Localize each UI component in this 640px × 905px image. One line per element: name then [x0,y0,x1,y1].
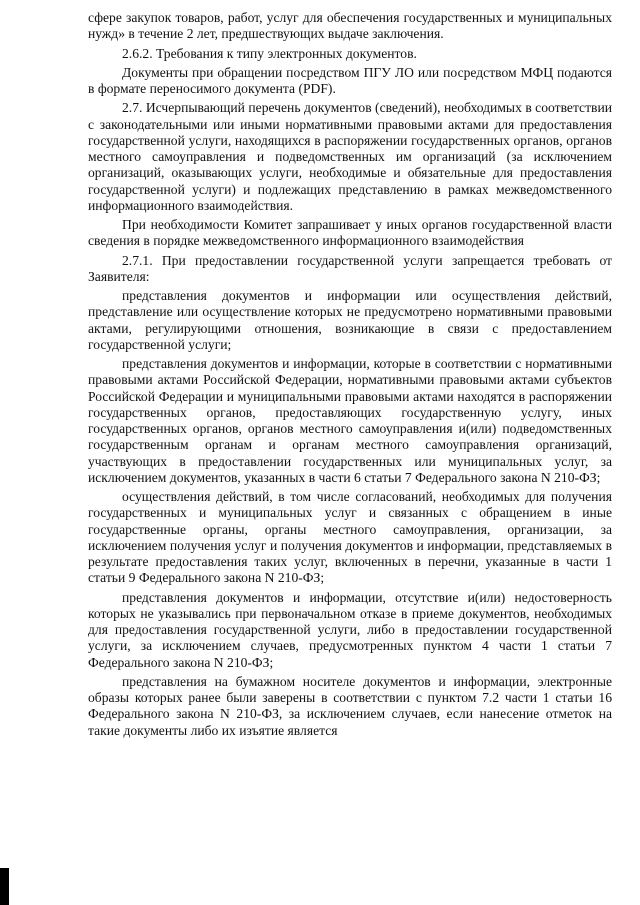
paragraph: представления документов и информации, которые в соответствии с нормативными правовыми актами Российской Федерации, нормативными правовыми актами субъектов Российской Федерации и муниципальными правовыми актами находятся в распоряжении государственных органов, предоставляющих государственную услугу, иных государственных органов, органов местного самоуправления и(или) подведомственных государственным органам и органам местного самоуправления организаций, участвующих в предоставлении государственных или муниципальных услуг, за исключением документов, указанных в части 6 статьи 7 Федерального закона N 210-ФЗ; [88,356,612,485]
document-page [88,10,612,739]
paragraph: При необходимости Комитет запрашивает у иных органов государственной власти сведения в порядке межведомственного информационного взаимодействия [88,217,612,249]
paragraph: представления на бумажном носителе документов и информации, электронные образы которых ранее были заверены в соответствии с пунктом 7.2 части 1 статьи 16 Федерального закона N 210-ФЗ, за исключением случаев, если нанесение отметок на такие документы либо их изъятие является [88,673,612,738]
paragraph: представления документов и информации, отсутствие и(или) недостоверность которых не указывались при первоначальном отказе в приеме документов, необходимых для предоставления государственной услуги, либо в предоставлении государственной услуги, за исключением случаев, предусмотренных пунктом 4 части 1 статьи 7 Федерального закона N 210-ФЗ; [88,589,612,670]
paragraph: Документы при обращении посредством ПГУ ЛО или посредством МФЦ подаются в формате переносимого документа (PDF). [88,64,612,96]
scan-edge-mark [0,868,9,905]
paragraph: 2.6.2. Требования к типу электронных документов. [122,45,417,61]
paragraph: сфере закупок товаров, работ, услуг для обеспечения государственных и муниципальных нужд» в течение 2 лет, предшествующих выдаче заключения. [88,10,612,42]
paragraph: 2.7. Исчерпывающий перечень документов (сведений), необходимых в соответствии с законодательными или иными нормативными правовыми актами для предоставления государственной услуги, находящихся в распоряжении государственных органов, органов местного самоуправления и подведомственных им организаций (за исключением организаций, оказывающих услуги, необходимые и обязательные для предоставления государственной услуги) и подлежащих представлению в рамках межведомственного информационного взаимодействия. [88,100,612,213]
paragraph: 2.7.1. При предоставлении государственной услуги запрещается требовать от Заявителя: [88,252,612,284]
paragraph: осуществления действий, в том числе согласований, необходимых для получения государственных и муниципальных услуг и связанных с обращением в иные государственные органы, органы местного самоуправления, организации, за исключением получения услуг и получения документов и информации, представляемых в результате предоставления таких услуг, включенных в перечни, указанные в части 1 статьи 9 Федерального закона N 210-ФЗ; [88,489,612,586]
paragraph: представления документов и информации или осуществления действий, представление или осуществление которых не предусмотрено нормативными правовыми актами, регулирующими отношения, возникающие в связи с предоставлением государственной услуги; [88,288,612,352]
